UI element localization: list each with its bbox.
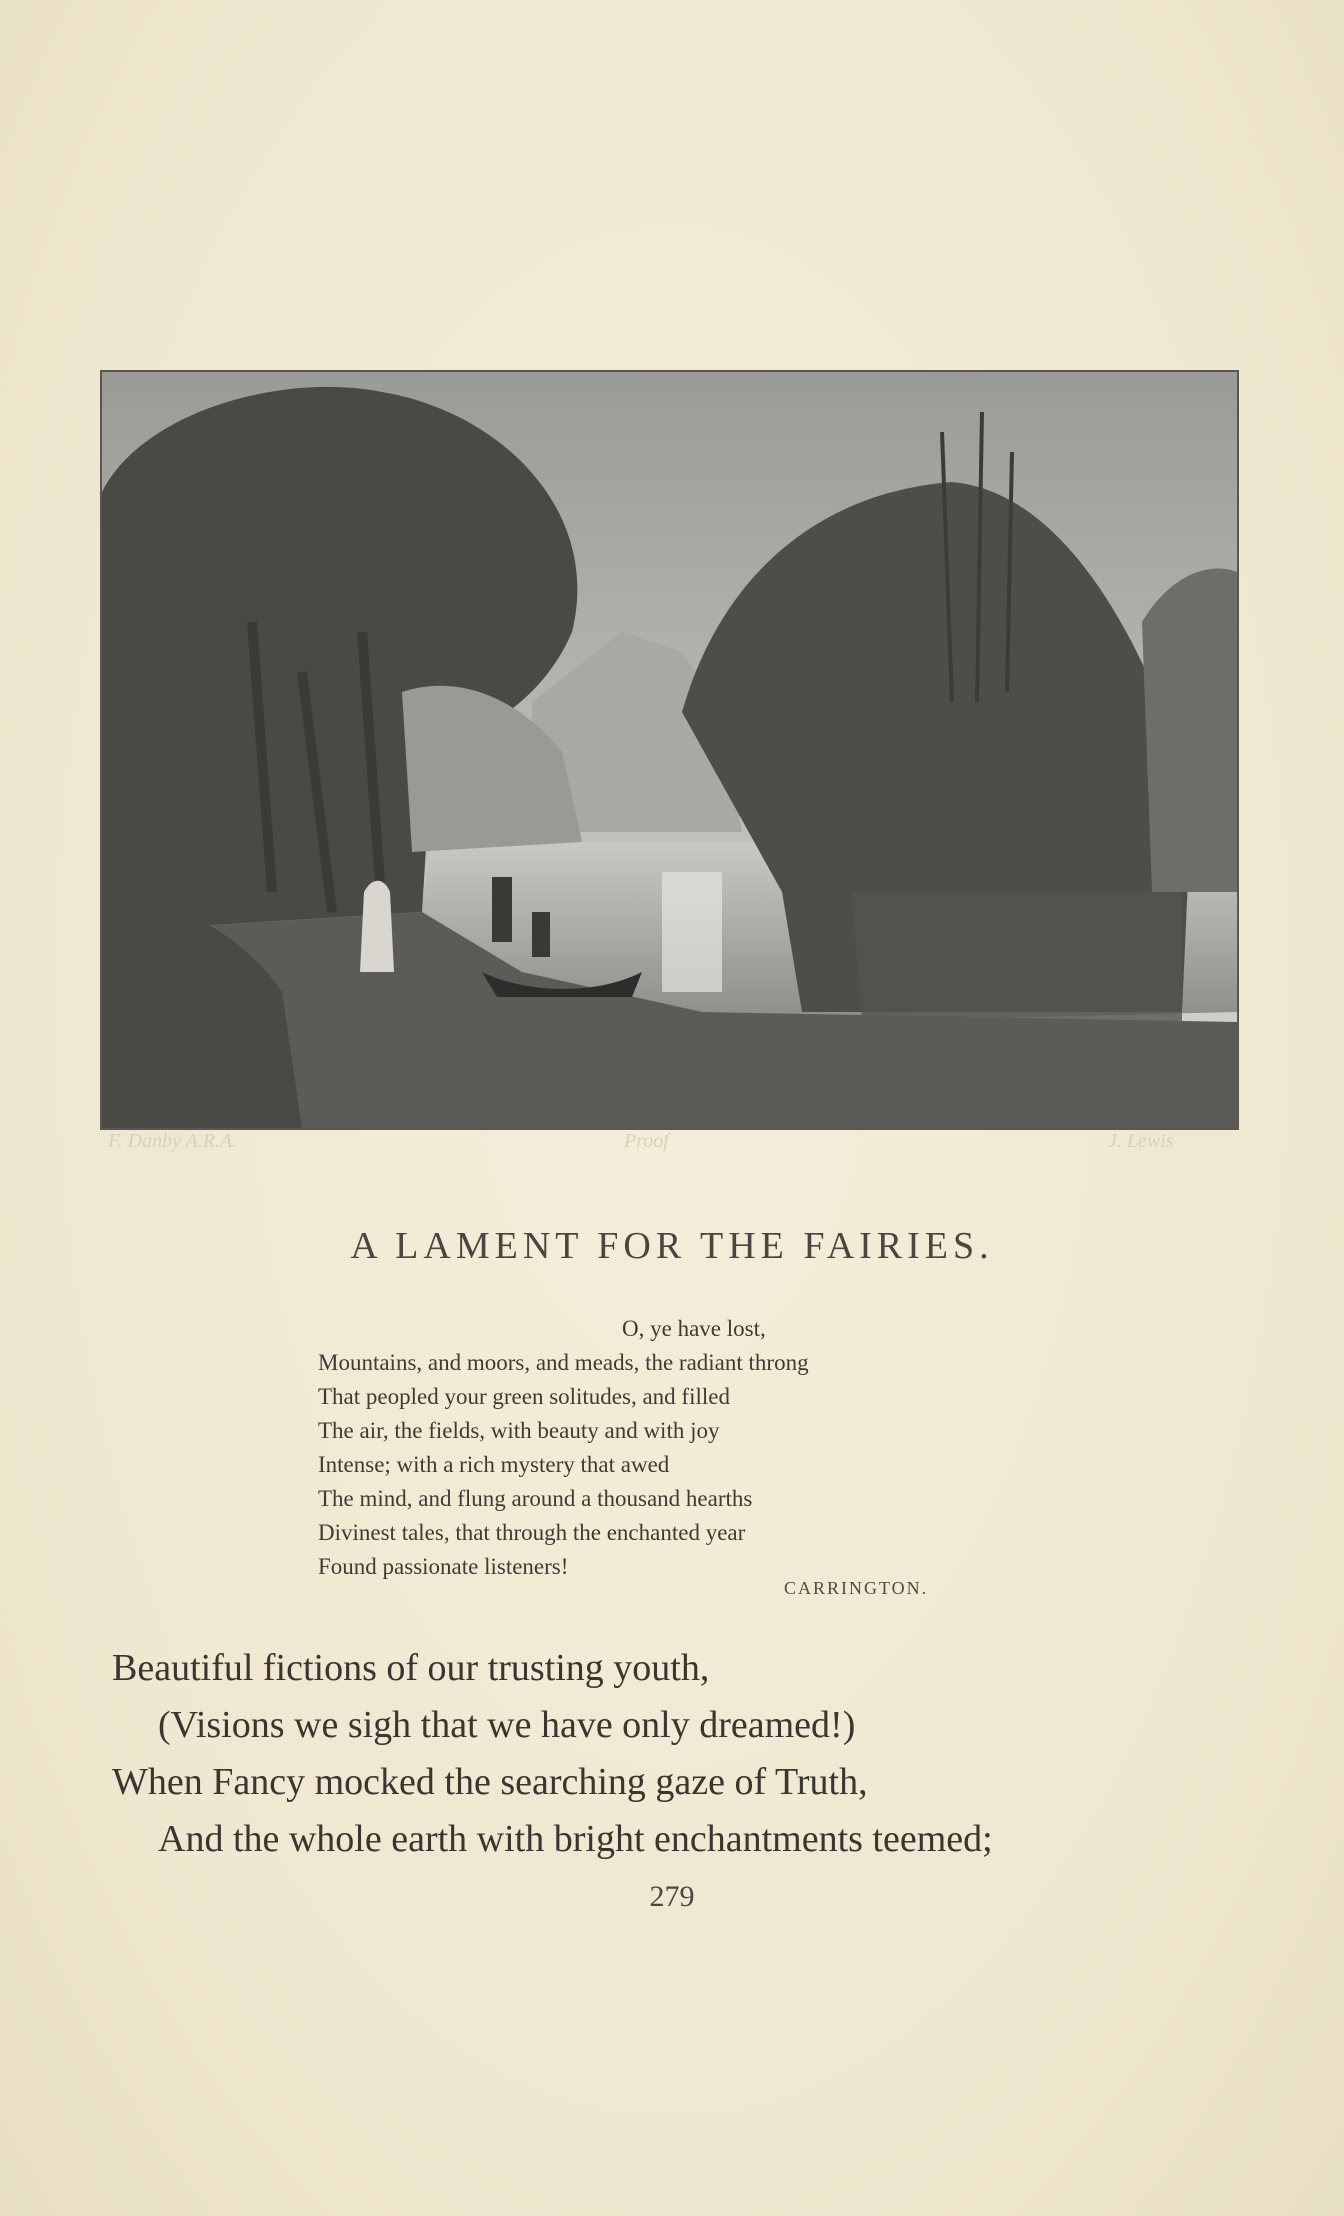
page-number: 279 — [649, 1880, 695, 1913]
epigraph-line: Found passionate listeners! — [318, 1554, 569, 1579]
plate-credit-center: Proof — [624, 1130, 669, 1152]
plate-credit-left: F. Danby A.R.A. — [108, 1130, 238, 1152]
epigraph-line: O, ye have lost, — [622, 1316, 766, 1341]
engraving-plate — [100, 370, 1239, 1130]
epigraph-line: Divinest tales, that through the enchanted year — [318, 1520, 746, 1545]
epigraph — [318, 1312, 1018, 1584]
poem-line: When Fancy mocked the searching gaze of Truth, — [112, 1761, 868, 1803]
epigraph-line: The air, the fields, with beauty and with joy — [318, 1418, 720, 1443]
epigraph-line: The mind, and flung around a thousand hearths — [318, 1486, 753, 1511]
poem-title: A LAMENT FOR THE FAIRIES. — [350, 1225, 994, 1267]
poem-line: (Visions we sigh that we have only dreamed!) — [158, 1704, 856, 1746]
epigraph-line: That peopled your green solitudes, and filled — [318, 1384, 730, 1409]
epigraph-line: Mountains, and moors, and meads, the radiant throng — [318, 1350, 809, 1375]
engraving-illustration — [102, 372, 1237, 1128]
poem-line: And the whole earth with bright enchantments teemed; — [158, 1818, 993, 1860]
plate-credit-right: J. Lewis — [1108, 1130, 1174, 1152]
epigraph-attribution: CARRINGTON. — [784, 1578, 929, 1598]
epigraph-line: Intense; with a rich mystery that awed — [318, 1452, 670, 1477]
poem-stanza — [112, 1640, 1242, 1868]
poem-line: Beautiful fictions of our trusting youth, — [112, 1647, 710, 1689]
